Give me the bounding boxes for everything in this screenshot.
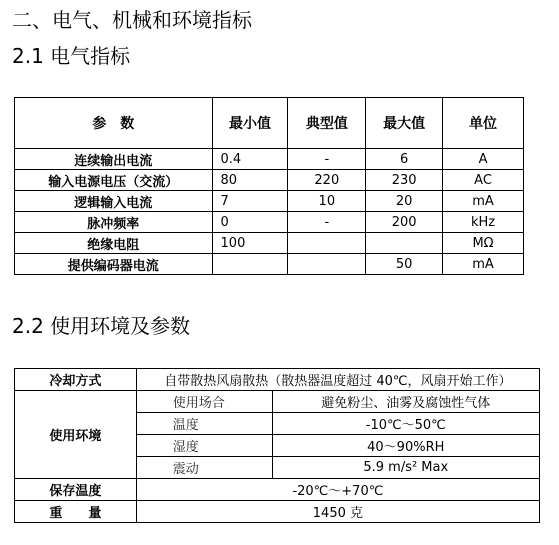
typ-value: 220 — [288, 170, 366, 191]
table-row — [15, 233, 524, 254]
header-unit: 单位 — [443, 98, 524, 149]
typ-value: - — [288, 149, 366, 170]
min-value — [212, 254, 288, 275]
param-name: 连续输出电流 — [15, 149, 213, 170]
main-heading: 二、电气、机械和环境指标 — [12, 8, 252, 32]
unit-value: mA — [443, 191, 524, 212]
param-name: 提供编码器电流 — [15, 254, 213, 275]
env-item-name: 湿度 — [136, 435, 272, 457]
max-value: 200 — [366, 212, 443, 233]
typ-value — [288, 254, 366, 275]
env-item-value: 避免粉尘、油雾及腐蚀性气体 — [272, 391, 539, 413]
table-row — [15, 479, 540, 501]
max-value — [366, 233, 443, 254]
typ-value: 10 — [288, 191, 366, 212]
table-row — [15, 254, 524, 275]
table-row — [15, 369, 540, 391]
table-row — [15, 191, 524, 212]
header-typ: 典型值 — [288, 98, 366, 149]
unit-value: mA — [443, 254, 524, 275]
typ-value: - — [288, 212, 366, 233]
unit-value: A — [443, 149, 524, 170]
header-max: 最大值 — [366, 98, 443, 149]
environment-label: 使用环境 — [15, 391, 137, 479]
unit-value: AC — [443, 170, 524, 191]
weight-value: 1450 克 — [136, 501, 539, 523]
param-name: 脉冲频率 — [15, 212, 213, 233]
max-value: 230 — [366, 170, 443, 191]
section-title-environment: 2.2 使用环境及参数 — [12, 314, 191, 338]
env-item-name: 使用场合 — [136, 391, 272, 413]
min-value: 100 — [212, 233, 288, 254]
min-value: 7 — [212, 191, 288, 212]
param-name: 绝缘电阻 — [15, 233, 213, 254]
cooling-value: 自带散热风扇散热（散热器温度超过 40℃，风扇开始工作） — [136, 369, 539, 391]
table-row — [15, 501, 540, 523]
env-item-name: 温度 — [136, 413, 272, 435]
param-name: 逻辑输入电流 — [15, 191, 213, 212]
min-value: 0 — [212, 212, 288, 233]
table-row — [15, 212, 524, 233]
storage-value: -20℃～+70℃ — [136, 479, 539, 501]
header-param: 参 数 — [15, 98, 213, 149]
table-row — [15, 149, 524, 170]
min-value: 80 — [212, 170, 288, 191]
storage-label: 保存温度 — [15, 479, 137, 501]
param-name: 输入电源电压（交流） — [15, 170, 213, 191]
env-item-name: 震动 — [136, 457, 272, 479]
env-item-value: 5.9 m/s² Max — [272, 457, 539, 479]
header-min: 最小值 — [212, 98, 288, 149]
environment-spec-table — [14, 368, 540, 523]
unit-value: MΩ — [443, 233, 524, 254]
env-item-value: 40～90%RH — [272, 435, 539, 457]
table-header-row — [15, 98, 524, 149]
unit-value: kHz — [443, 212, 524, 233]
typ-value — [288, 233, 366, 254]
max-value: 6 — [366, 149, 443, 170]
cooling-label: 冷却方式 — [15, 369, 137, 391]
min-value: 0.4 — [212, 149, 288, 170]
max-value: 20 — [366, 191, 443, 212]
env-item-value: -10℃～50℃ — [272, 413, 539, 435]
weight-label: 重 量 — [15, 501, 137, 523]
section-title-electrical: 2.1 电气指标 — [12, 44, 131, 68]
table-row — [15, 170, 524, 191]
table-row — [15, 391, 540, 413]
max-value: 50 — [366, 254, 443, 275]
electrical-spec-table — [14, 97, 524, 275]
